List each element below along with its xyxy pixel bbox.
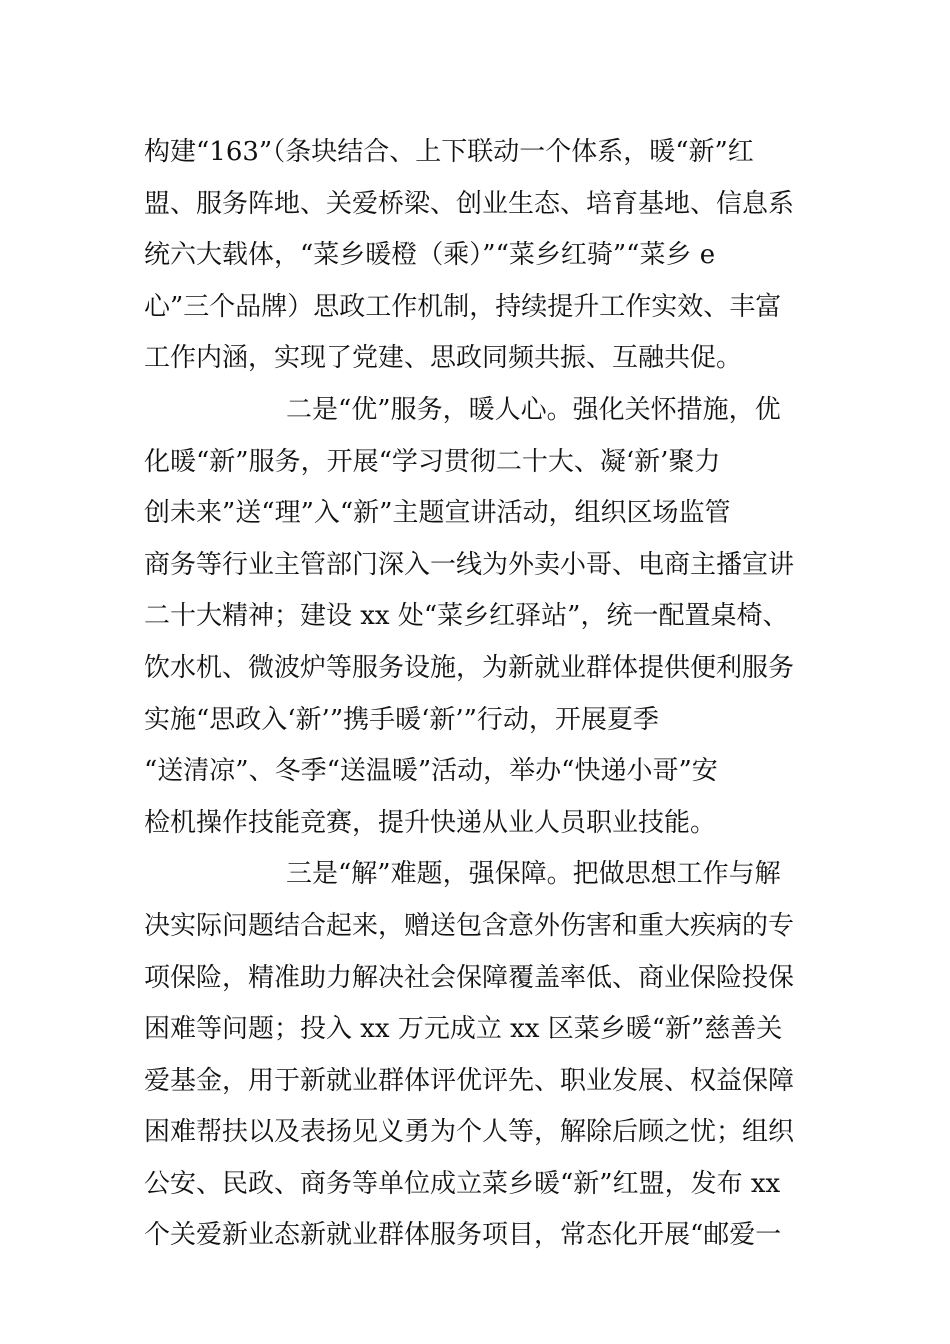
text-line: 困难等问题；投入 xx 万元成立 xx 区菜乡暖“新”慈善关 <box>144 1014 783 1045</box>
text-line: 公安、民政、商务等单位成立菜乡暖“新”红盟，发布 xx <box>144 1168 781 1199</box>
text-line: 爱基金，用于新就业群体评优评先、职业发展、权益保障 <box>144 1065 795 1096</box>
text-line: 化暖“新”服务，开展“学习贯彻二十大、凝‘新’聚力 <box>144 446 721 477</box>
text-line: 困难帮扶以及表扬见义勇为个人等，解除后顾之忧；组织 <box>144 1117 795 1148</box>
body-text <box>144 127 824 1262</box>
text-line: 二是“优”服务，暖人心。强化关怀措施，优 <box>286 394 781 425</box>
text-line: 三是“解”难题，强保障。把做思想工作与解 <box>286 859 781 890</box>
text-line: “送清凉”、冬季“送温暖”活动，举办“快递小哥”安 <box>144 756 718 787</box>
text-line: 检机操作技能竞赛，提升快递从业人员职业技能。 <box>144 807 717 838</box>
text-line: 实施“思政入‘新’”携手暖‘新’”行动，开展夏季 <box>144 704 659 735</box>
text-line: 创未来”送“理”入“新”主题宣讲活动，组织区场监管 <box>144 498 731 529</box>
text-line: 心”三个品牌）思政工作机制，持续提升工作实效、丰富 <box>144 291 782 322</box>
text-line: 统六大载体，“菜乡暖橙（乘）”“菜乡红骑”“菜乡 e <box>144 240 716 271</box>
text-line: 工作内涵，实现了党建、思政同频共振、互融共促。 <box>144 343 743 374</box>
text-line: 构建“163”（条块结合、上下联动一个体系，暖“新”红 <box>144 137 754 167</box>
text-line: 个关爱新业态新就业群体服务项目，常态化开展“邮爱一 <box>144 1220 782 1251</box>
text-line: 二十大精神；建设 xx 处“菜乡红驿站”，统一配置桌椅、 <box>144 601 789 632</box>
text-line: 盟、服务阵地、关爱桥梁、创业生态、培育基地、信息系 <box>144 188 795 219</box>
text-line: 饮水机、微波炉等服务设施，为新就业群体提供便利服务 <box>144 652 795 683</box>
text-line: 决实际问题结合起来，赠送包含意外伤害和重大疾病的专 <box>144 910 795 941</box>
text-line: 项保险，精准助力解决社会保障覆盖率低、商业保险投保 <box>144 962 795 993</box>
text-line: 商务等行业主管部门深入一线为外卖小哥、电商主播宣讲 <box>144 549 795 580</box>
